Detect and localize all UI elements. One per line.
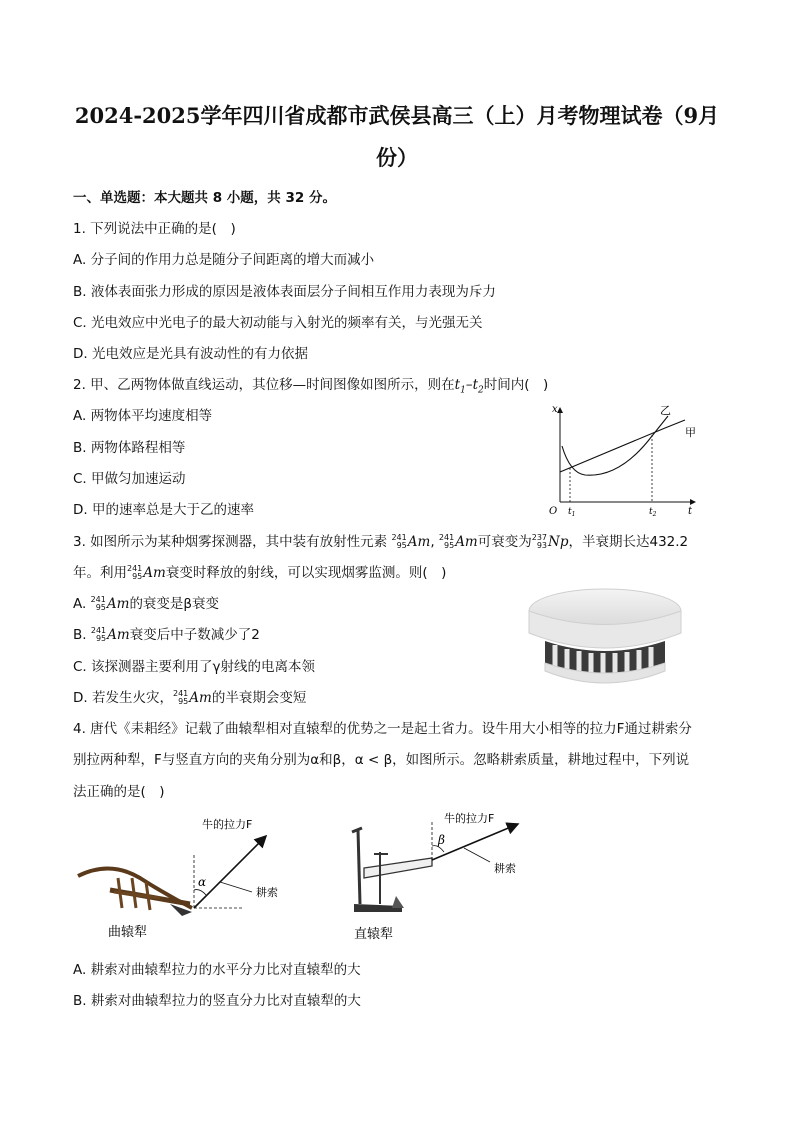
label-jia: 甲	[685, 426, 696, 439]
q1-option-a: A. 分子间的作用力总是随分子间距离的增大而减小	[73, 252, 375, 268]
q3-option-a: A. 241 95 Am的衰变是β衰变	[73, 595, 220, 612]
x-axis-label: x	[552, 404, 558, 415]
q2-option-b: B. 两物体路程相等	[73, 440, 186, 456]
q3-stem-e: 衰变时释放的射线，可以实现烟雾监测。则( )	[165, 565, 447, 581]
section-heading: 一、单选题：本大题共 8 小题，共 32 分。	[73, 190, 336, 206]
t-axis-label: t	[688, 506, 693, 517]
angle-beta: β	[438, 833, 445, 847]
force-label-right: 牛的拉力F	[444, 812, 495, 825]
smoke-detector-photo	[525, 583, 685, 701]
angle-alpha: α	[198, 875, 207, 889]
label-yi: 乙	[660, 404, 671, 417]
q3-option-d: D. 若发生火灾， 241 95 Am的半衰期会变短	[73, 689, 307, 706]
q3-stem-line-2: 年。利用 241 95 Am衰变时释放的射线，可以实现烟雾监测。则( )	[73, 564, 447, 581]
curved-plow-figure	[70, 808, 300, 948]
q2-stem-a: 2. 甲、乙两物体做直线运动，其位移—时间图像如图所示，则在	[73, 377, 455, 393]
q3-stem-d: 年。利用	[73, 565, 127, 581]
position-time-graph	[540, 398, 705, 520]
am-isotope: 241 95	[438, 533, 455, 550]
origin-label: O	[549, 506, 558, 517]
page-title	[60, 95, 734, 179]
q4-stem-line-2: 别拉两种犁，F与竖直方向的夹角分别为α和β，α < β，如图所示。忽略耕索质量，耕地过程中，下列说	[73, 752, 690, 768]
q3-stem-b: 可衰变为	[477, 534, 532, 550]
force-label-left: 牛的拉力F	[202, 818, 253, 831]
title-line-2: 份）	[376, 145, 418, 170]
caption-curved-plow: 曲辕犁	[108, 925, 148, 940]
q3-stem-c: ，半衰期长达432.2	[568, 534, 689, 550]
q1-stem: 1. 下列说法中正确的是( )	[73, 221, 236, 237]
q4-option-b: B. 耕索对曲辕犁拉力的竖直分力比对直辕犁的大	[73, 993, 361, 1009]
q3-stem-line-1: 3. 如图所示为某种烟雾探测器，其中装有放射性元素 241 95 Am, 241 95 Am可衰变为 237 93 Np，半衰期长达432.2	[73, 533, 689, 550]
rope-label-right: 耕索	[494, 862, 516, 875]
q2-option-a: A. 两物体平均速度相等	[73, 408, 213, 424]
q3-option-c: C. 该探测器主要利用了γ射线的电离本领	[73, 659, 315, 675]
q2-interval: $t_1-t_2$	[454, 377, 484, 396]
q3-stem-a: 3. 如图所示为某种烟雾探测器，其中装有放射性元素	[73, 534, 388, 550]
t2-label: $t_2$	[649, 507, 657, 518]
q4-stem-line-1: 4. 唐代《耒耜经》记载了曲辕犁相对直辕犁的优势之一是起土省力。设牛用大小相等的拉力F通过耕索分	[73, 721, 692, 737]
caption-straight-plow: 直辕犁	[354, 927, 394, 942]
rope-label-left: 耕索	[256, 886, 278, 899]
q2-stem	[73, 373, 548, 396]
np-isotope: 237 93	[531, 533, 548, 550]
q2-option-d: D. 甲的速率总是大于乙的速率	[73, 502, 254, 518]
q2-option-c: C. 甲做匀加速运动	[73, 471, 186, 487]
t1-label: $t_1$	[568, 507, 576, 518]
title-line-1: 2024-2025学年四川省成都市武侯县高三（上）月考物理试卷（9月	[74, 103, 720, 128]
q3-option-b: B. 241 95 Am衰变后中子数减少了2	[73, 626, 260, 643]
q4-stem-line-3: 法正确的是( )	[73, 784, 165, 800]
q4-option-a: A. 耕索对曲辕犁拉力的水平分力比对直辕犁的大	[73, 962, 361, 978]
q1-option-d: D. 光电效应是光具有波动性的有力依据	[73, 346, 308, 362]
am-isotope: 241 95	[391, 533, 407, 550]
curve-yi	[562, 416, 668, 475]
q2-stem-b: 时间内( )	[483, 377, 549, 393]
straight-plow-figure	[340, 808, 540, 948]
q1-option-c: C. 光电效应中光电子的最大初动能与入射光的频率有关，与光强无关	[73, 315, 483, 331]
q1-option-b: B. 液体表面张力形成的原因是液体表面层分子间相互作用力表现为斥力	[73, 284, 496, 300]
am-isotope: 241 95	[127, 564, 143, 581]
